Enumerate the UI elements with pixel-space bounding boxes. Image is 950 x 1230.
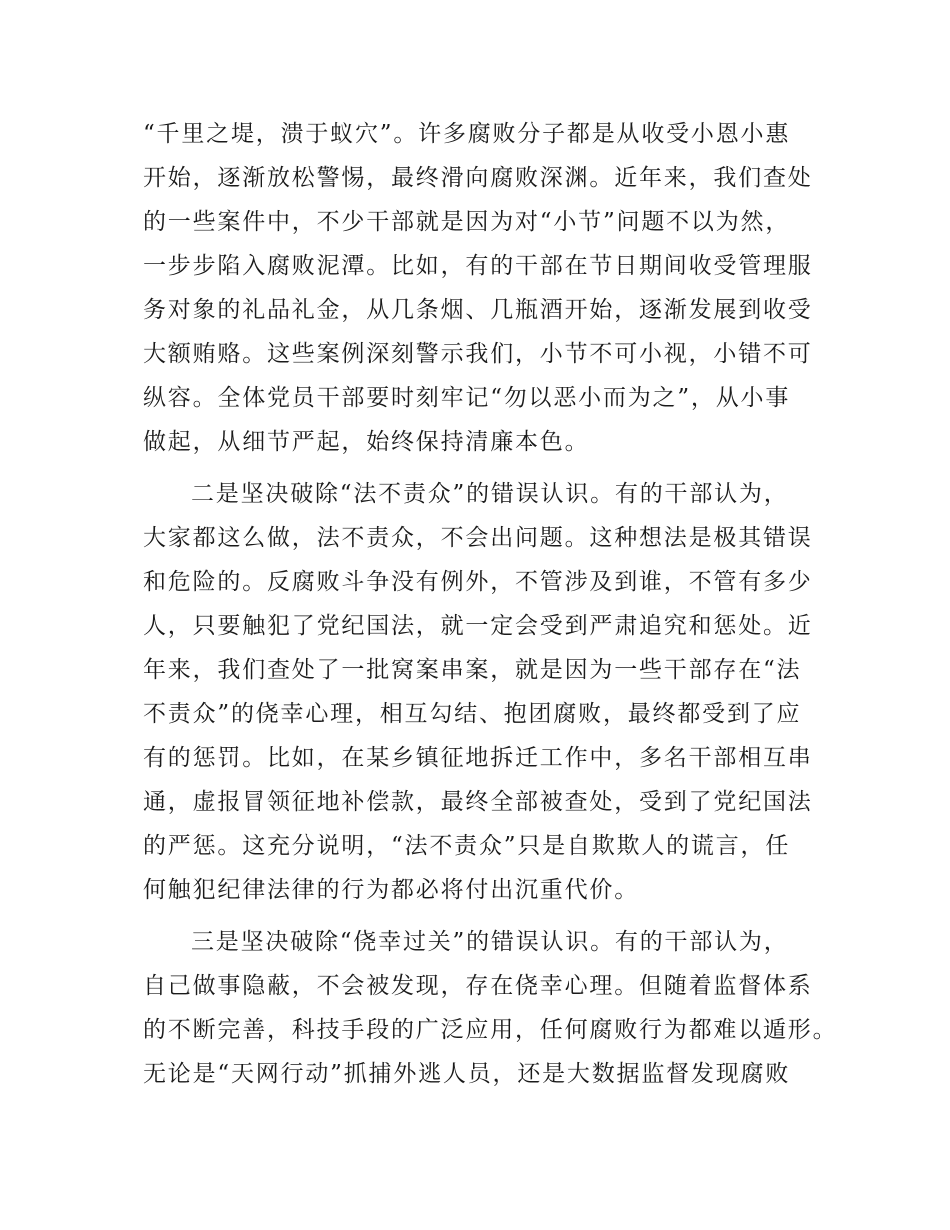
text-line: 的不断完善，科技手段的广泛应用，任何腐败行为都难以遁形。 xyxy=(143,1017,838,1043)
text-line: 有的惩罚。比如，在某乡镇征地拆迁工作中，多名干部相互串 xyxy=(143,745,813,771)
text-line: “千里之堤，溃于蚁穴”。许多腐败分子都是从收受小恩小惠 xyxy=(143,121,791,147)
text-line: 和危险的。反腐败斗争没有例外，不管涉及到谁，不管有多少 xyxy=(143,569,813,595)
paragraph-2 xyxy=(143,472,813,912)
text-line: 年来，我们查处了一批窝案串案，就是因为一些干部存在“法 xyxy=(143,657,802,683)
document-body xyxy=(143,112,838,1096)
text-line: 大家都这么做，法不责众，不会出问题。这种想法是极其错误 xyxy=(143,525,813,551)
text-line: 的严惩。这充分说明，“法不责众”只是自欺欺人的谎言，任 xyxy=(143,833,791,859)
paragraph-1 xyxy=(143,112,813,464)
text-line: 无论是“天网行动”抓捕外逃人员，还是大数据监督发现腐败 xyxy=(143,1061,791,1087)
text-line: 通，虚报冒领征地补偿款，最终全部被查处，受到了党纪国法 xyxy=(143,789,813,815)
text-line: 三是坚决破除“侥幸过关”的错误认识。有的干部认为， xyxy=(191,929,789,955)
text-line: 何触犯纪律法律的行为都必将付出沉重代价。 xyxy=(143,877,639,903)
text-line: 大额贿赂。这些案例深刻警示我们，小节不可小视，小错不可 xyxy=(143,341,813,367)
text-line: 不责众”的侥幸心理，相互勾结、抱团腐败，最终都受到了应 xyxy=(143,701,802,727)
text-line: 二是坚决破除“法不责众”的错误认识。有的干部认为， xyxy=(191,481,789,507)
text-line: 人，只要触犯了党纪国法，就一定会受到严肃追究和惩处。近 xyxy=(143,613,813,639)
text-line: 纵容。全体党员干部要时刻牢记“勿以恶小而为之”，从小事 xyxy=(143,385,791,411)
text-line: 开始，逐渐放松警惕，最终滑向腐败深渊。近年来，我们查处 xyxy=(143,165,813,191)
text-line: 一步步陷入腐败泥潭。比如，有的干部在节日期间收受管理服 xyxy=(143,253,813,279)
text-line: 务对象的礼品礼金，从几条烟、几瓶酒开始，逐渐发展到收受 xyxy=(143,297,813,323)
paragraph-3 xyxy=(143,920,838,1096)
text-line: 自己做事隐蔽，不会被发现，存在侥幸心理。但随着监督体系 xyxy=(143,973,813,999)
text-line: 的一些案件中，不少干部就是因为对“小节”问题不以为然， xyxy=(143,209,791,235)
text-line: 做起，从细节严起，始终保持清廉本色。 xyxy=(143,429,590,455)
